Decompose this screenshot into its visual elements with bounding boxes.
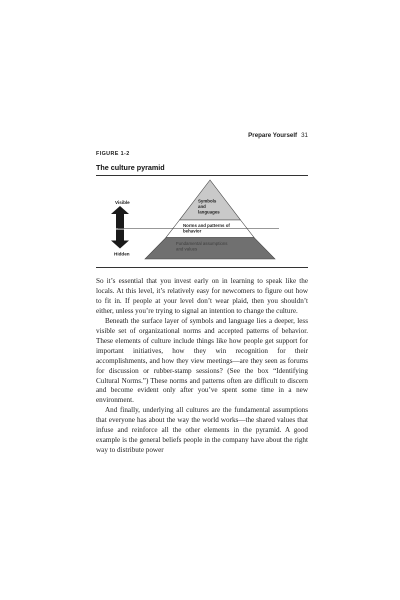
culture-pyramid-diagram	[96, 176, 308, 266]
layer-bottom-text-2: and values	[176, 246, 198, 252]
paragraph: Beneath the surface layer of symbols and language lies a deeper, less visible set of organizational norms and accepted patterns of behavior. These elements of culture include things like how people get support for important initiatives, how they win recognition for their accomplishments, and how they view meetings—are they seen as forums for discussion or rubber-stamp sessions? (See the box “Identifying Cultural Norms.”) These norms and patterns often are difficult to discern and become evident only after you’ve spent some time in a new environment.	[96, 316, 308, 405]
running-header	[96, 132, 308, 139]
layer-top-text-1: Symbols	[198, 198, 217, 204]
arrow-up-icon	[111, 206, 129, 229]
layer-top-text-3: languages	[198, 209, 220, 215]
layer-top-text-2: and	[198, 204, 206, 209]
running-header-title: Prepare Yourself	[248, 132, 298, 139]
figure-label: FIGURE 1-2	[96, 151, 130, 157]
layer-bottom-text-1: Fundamental assumptions	[176, 241, 228, 246]
visible-label: Visible	[115, 200, 130, 205]
figure-title: The culture pyramid	[96, 163, 165, 172]
body-text	[96, 277, 308, 456]
layer-middle-text-1: Norms and patterns of	[183, 223, 230, 228]
arrow-down-icon	[111, 230, 129, 249]
paragraph: So it’s essential that you invest early on in learning to speak like the locals. At this level, it’s relatively easy for newcomers to figure out how to fit in. If people at your level don’t wear plaid, then you shouldn’t either, unless you’re trying to signal an intention to change the culture.	[96, 277, 308, 315]
figure-bottom-rule	[96, 267, 308, 268]
hidden-label: Hidden	[114, 251, 130, 257]
layer-middle-text-2: behavior	[183, 228, 202, 234]
page-number: 31	[301, 132, 308, 139]
paragraph: And finally, underlying all cultures are the fundamental assumptions that everyone has about the way the world works—the shared values that infuse and reinforce all the other elements in the pyramid. A good example is the general beliefs people in the company have about the right way to distribute power	[96, 406, 308, 455]
